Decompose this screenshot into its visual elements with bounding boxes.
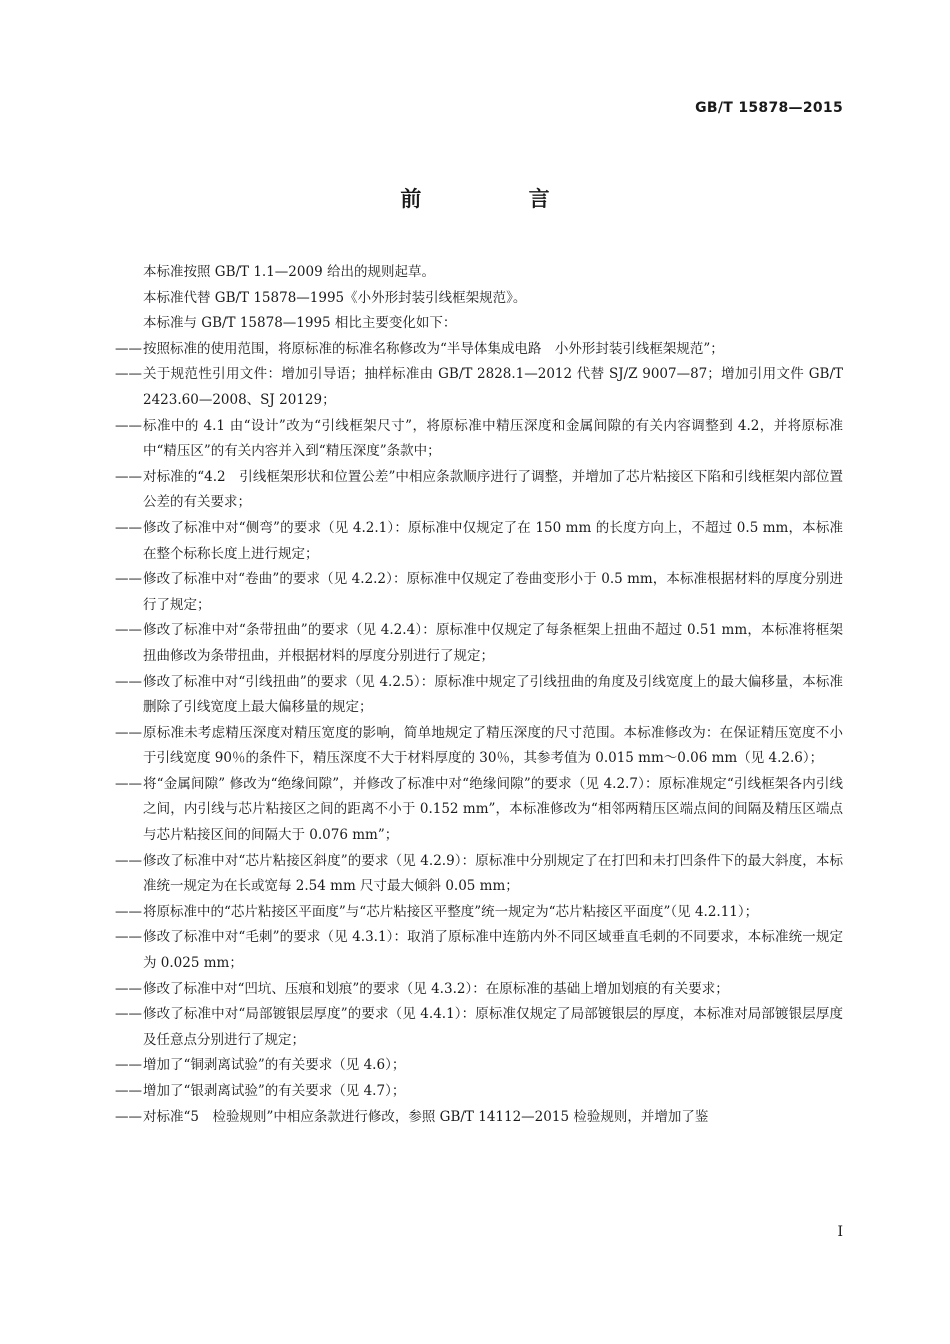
change-text: 对标准“5 检验规则”中相应条款进行修改，参照 GB/T 14112—2015 检验规则，并增加了鉴 [143, 1108, 709, 1125]
dash-marker: —— [115, 622, 142, 639]
change-item [107, 977, 843, 1003]
change-item [107, 925, 843, 976]
change-text: 标准中的 4.1 由“设计”改为“引线框架尺寸”，将原标准中精压深度和金属间隙的有关内容调整到 4.2，并将原标准中“精压区”的有关内容并入到“精压深度”条款中； [143, 417, 843, 460]
dash-marker: —— [115, 903, 142, 920]
change-item [107, 362, 843, 413]
change-text: 修改了标准中对“局部镀银层厚度”的要求（见 4.4.1）：原标准仅规定了局部镀银层的厚度，本标准对局部镀银层厚度及任意点分别进行了规定； [143, 1006, 843, 1048]
change-item [107, 567, 843, 618]
change-text: 将原标准中的“芯片粘接区平面度”与“芯片粘接区平整度”统一规定为“芯片粘接区平面度”（见 4.2.11）； [143, 903, 759, 920]
dash-marker: —— [115, 571, 142, 588]
dash-marker: —— [115, 1057, 142, 1074]
change-text: 原标准未考虑精压深度对精压宽度的影响，简单地规定了精压深度的尺寸范围。本标准修改为：在保证精压宽度不小于引线宽度 90％的条件下，精压深度不大于材料厚度的 30％，其参考值为 0.015 mm～0.06 mm（见 4.2.6）； [143, 724, 843, 767]
dash-marker: —— [115, 775, 142, 792]
change-text: 修改了标准中对“芯片粘接区斜度”的要求（见 4.2.9）：原标准中分别规定了在打凹和未打凹条件下的最大斜度，本标准统一规定为在长或宽每 2.54 mm 尺寸最大倾斜 0.05 mm； [143, 852, 843, 895]
dash-marker: —— [115, 519, 142, 536]
change-text: 修改了标准中对“卷曲”的要求（见 4.2.2）：原标准中仅规定了卷曲变形小于 0.5 mm，本标准根据材料的厚度分别进行了规定； [143, 571, 843, 613]
dash-marker: —— [115, 468, 142, 485]
change-item [107, 1002, 843, 1053]
change-text: 增加了“铜剥离试验”的有关要求（见 4.6）； [143, 1057, 406, 1074]
change-item [107, 618, 843, 669]
change-text: 对标准的“4.2 引线框架形状和位置公差”中相应条款顺序进行了调整，并增加了芯片粘接区下陷和引线框架内部位置公差的有关要求； [143, 468, 843, 511]
dash-marker: —— [115, 1083, 142, 1099]
standard-code: GB/T 15878—2015 [695, 100, 843, 116]
change-text: 增加了“银剥离试验”的有关要求（见 4.7）； [143, 1083, 406, 1099]
change-item [107, 465, 843, 516]
change-text: 修改了标准中对“侧弯”的要求（见 4.2.1）：原标准中仅规定了在 150 mm 的长度方向上，不超过 0.5 mm，本标准在整个标称长度上进行规定； [143, 519, 843, 562]
dash-marker: —— [115, 340, 142, 357]
dash-marker: —— [115, 724, 142, 741]
change-text: 按照标准的使用范围，将原标准的标准名称修改为“半导体集成电路 小外形封装引线框架规范”； [143, 340, 724, 357]
change-item [107, 772, 843, 849]
dash-marker: —— [115, 980, 142, 997]
dash-marker: —— [115, 852, 142, 869]
change-item [107, 721, 843, 772]
dash-marker: —— [115, 1108, 142, 1125]
page-number: I [837, 1224, 843, 1240]
change-text: 修改了标准中对“引线扭曲”的要求（见 4.2.5）：原标准中规定了引线扭曲的角度及引线宽度上的最大偏移量，本标准删除了引线宽度上最大偏移量的规定； [143, 673, 843, 716]
change-item [107, 516, 843, 567]
dash-marker: —— [115, 366, 142, 383]
change-text: 修改了标准中对“毛刺”的要求（见 4.3.1）：取消了原标准中连筋内外不同区域垂直毛刺的不同要求，本标准统一规定为 0.025 mm； [143, 929, 843, 972]
change-text: 关于规范性引用文件：增加引导语；抽样标准由 GB/T 2828.1—2012 代替 SJ/Z 9007—87；增加引用文件 GB/T 2423.60—2008、SJ 20129； [143, 366, 843, 408]
foreword-body [107, 260, 843, 1130]
change-item [107, 670, 843, 721]
change-item [107, 1105, 843, 1131]
change-item [107, 849, 843, 900]
change-text: 将“金属间隙” 修改为“绝缘间隙”，并修改了标准中对“绝缘间隙”的要求（见 4.2.7）：原标准规定“引线框架各内引线之间，内引线与芯片粘接区之间的距离不小于 0.152 mm”，本标准修改为“相邻两精压区端点间的间隔及精压区端点与芯片粘接区间的间隔大于 0.076 mm”； [143, 775, 843, 844]
dash-marker: —— [115, 1006, 142, 1023]
change-item [107, 337, 843, 363]
page-title: 前 言 [400, 187, 600, 211]
dash-marker: —— [115, 929, 142, 946]
dash-marker: —— [115, 673, 142, 690]
intro-paragraph: 本标准按照 GB/T 1.1—2009 给出的规则起草。 [143, 264, 435, 280]
dash-marker: —— [115, 417, 142, 434]
intro-paragraph: 本标准与 GB/T 15878—1995 相比主要变化如下： [143, 315, 457, 332]
change-list [107, 337, 843, 1130]
change-item [107, 414, 843, 465]
change-item [107, 1053, 843, 1079]
intro-paragraph: 本标准代替 GB/T 15878—1995《小外形封装引线框架规范》。 [143, 289, 527, 306]
change-text: 修改了标准中对“凹坑、压痕和划痕”的要求（见 4.3.2）：在原标准的基础上增加划痕的有关要求； [143, 980, 729, 997]
change-item [107, 900, 843, 926]
change-text: 修改了标准中对“条带扭曲”的要求（见 4.2.4）：原标准中仅规定了每条框架上扭曲不超过 0.51 mm，本标准将框架扭曲修改为条带扭曲，并根据材料的厚度分别进行了规定； [143, 622, 843, 664]
change-item [107, 1079, 843, 1105]
